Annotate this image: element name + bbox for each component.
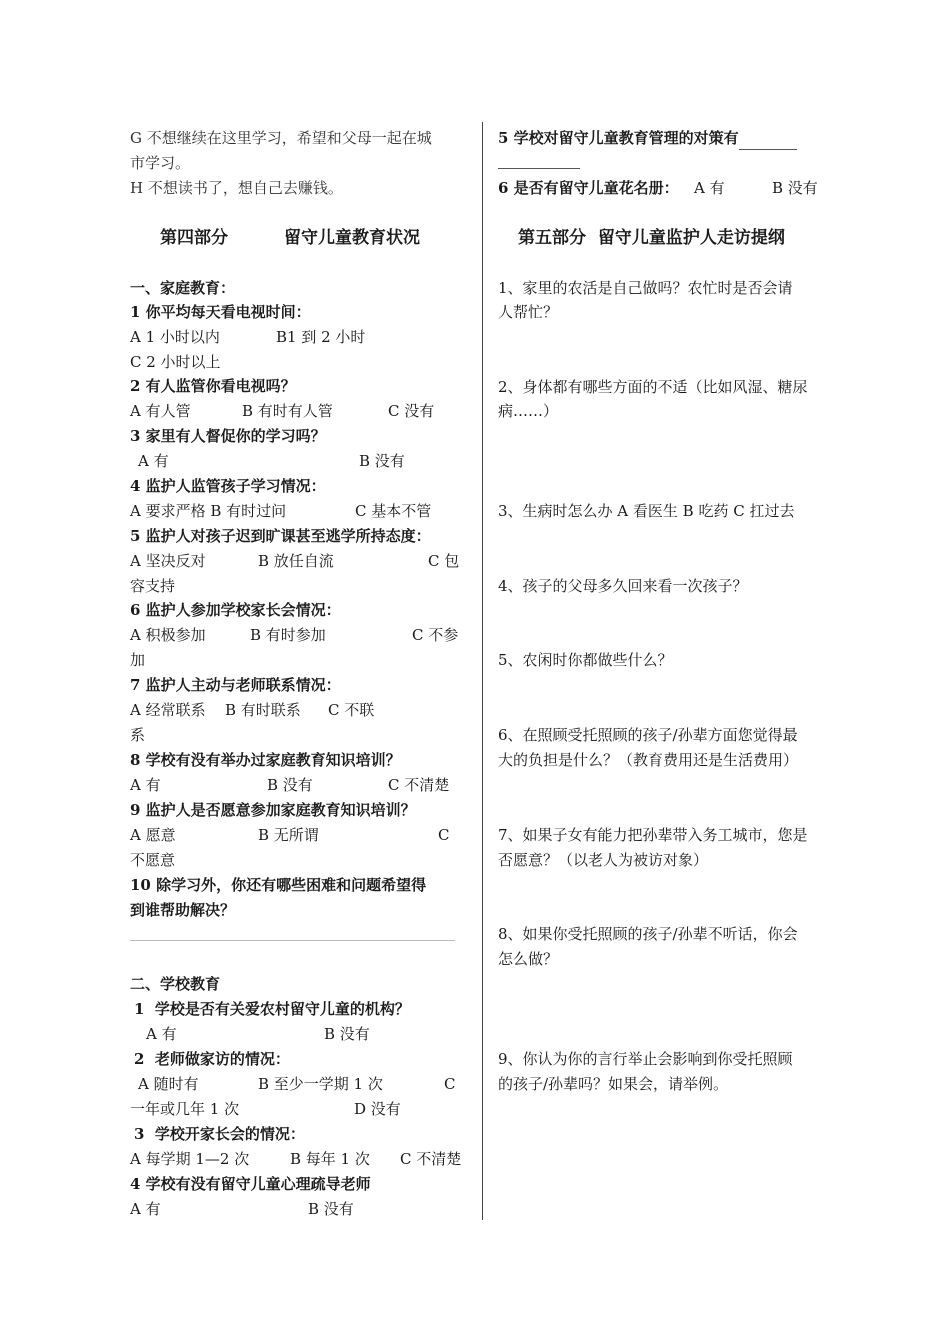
right-question-5	[498, 126, 797, 150]
q2-option-c: C 没有	[388, 402, 435, 420]
question-2: 2 有人监管你看电视吗？	[130, 377, 296, 395]
part5-title: 第五部分 留守儿童监护人走访提纲	[518, 228, 785, 248]
s2-option-c-cont: 一年或几年 1 次	[130, 1100, 240, 1118]
q8-option-c: C 不清楚	[388, 776, 450, 794]
question-8: 8 学校有没有举办过家庭教育知识培训？	[130, 751, 401, 769]
s1-option-b: B 没有	[324, 1025, 370, 1043]
q3-option-b: B 没有	[359, 452, 405, 470]
s3-option-c: C 不清楚	[400, 1150, 462, 1168]
school-question-4: 4 学校有没有留守儿童心理疏导老师	[130, 1175, 371, 1193]
question-9: 9 监护人是否愿意参加家庭教育知识培训？	[130, 801, 416, 819]
s2-option-d: D 没有	[354, 1100, 401, 1118]
visit-item-7-line1: 7、如果子女有能力把孙辈带入务工城市，您是	[498, 826, 808, 844]
r6-option-b: B 没有	[772, 179, 818, 197]
question-10-line1: 10 除学习外，你还有哪些困难和问题希望得	[130, 876, 427, 894]
question-5: 5 监护人对孩子迟到旷课甚至逃学所持态度：	[130, 527, 431, 545]
r6-option-a: A 有	[694, 179, 725, 197]
q5-option-c: C 包	[428, 552, 460, 570]
q1-option-a: A 1 小时以内	[130, 328, 220, 346]
q5-option-a: A 坚决反对	[130, 552, 206, 570]
visit-item-6-line1: 6、在照顾受托照顾的孩子/孙辈方面您觉得最	[498, 726, 798, 744]
q3-option-a: A 有	[138, 452, 169, 470]
school-question-1: 1 学校是否有关爱农村留守儿童的机构？	[134, 1000, 410, 1018]
column-divider	[482, 122, 483, 1220]
q6-option-c: C 不参	[412, 626, 459, 644]
visit-item-6-line2: 大的负担是什么？（教育费用还是生活费用）	[498, 751, 799, 769]
q7-option-c: C 不联	[328, 701, 375, 719]
school-question-3: 3 学校开家长会的情况：	[134, 1125, 305, 1143]
q7-option-c-cont: 系	[130, 726, 146, 744]
s2-option-c: C	[444, 1075, 456, 1093]
q9-option-b: B 无所谓	[258, 826, 319, 844]
q9-option-c-cont: 不愿意	[130, 851, 176, 869]
question-6: 6 监护人参加学校家长会情况：	[130, 601, 341, 619]
q4-option-ab: A 要求严格 B 有时过问	[130, 502, 287, 520]
s1-option-a: A 有	[146, 1025, 177, 1043]
part4-subtitle: 留守儿童教育状况	[284, 228, 420, 248]
question-3: 3 家里有人督促你的学习吗？	[130, 427, 326, 445]
q7-option-b: B 有时联系	[225, 701, 301, 719]
s2-option-b: B 至少一学期 1 次	[258, 1075, 383, 1093]
q8-option-b: B 没有	[267, 776, 313, 794]
q6-option-c-cont: 加	[130, 651, 146, 669]
s3-option-a: A 每学期 1—2 次	[130, 1150, 250, 1168]
q1-option-c: C 2 小时以上	[130, 353, 221, 371]
left-column	[130, 0, 470, 1344]
s2-option-a: A 随时有	[138, 1075, 199, 1093]
question-4: 4 监护人监管孩子学习情况：	[130, 477, 326, 495]
visit-item-1-line1: 1、家里的农活是自己做吗？农忙时是否会请	[498, 279, 793, 297]
visit-item-3: 3、生病时怎么办 A 看医生 B 吃药 C 扛过去	[498, 502, 795, 520]
visit-item-2-line1: 2、身体都有哪些方面的不适（比如风湿、糖尿	[498, 378, 808, 396]
school-heading: 二、学校教育	[130, 975, 221, 993]
answer-blank-cont	[498, 168, 580, 169]
intro-line-g1: G 不想继续在这里学习，希望和父母一起在城	[130, 129, 432, 147]
answer-blank	[739, 131, 797, 150]
q4-option-c: C 基本不管	[355, 502, 432, 520]
q5-option-b: B 放任自流	[258, 552, 334, 570]
q5-option-c-cont: 容支持	[130, 577, 176, 595]
s3-option-b: B 每年 1 次	[290, 1150, 370, 1168]
visit-item-2-line2: 病……）	[498, 402, 559, 420]
visit-item-7-line2: 否愿意？（以老人为被访对象）	[498, 851, 709, 869]
visit-item-1-line2: 人帮忙？	[498, 303, 559, 321]
question-1: 1 你平均每天看电视时间：	[130, 303, 311, 321]
question-7: 7 监护人主动与老师联系情况：	[130, 676, 341, 694]
school-question-2: 2 老师做家访的情况：	[134, 1050, 290, 1068]
q2-option-b: B 有时有人管	[242, 402, 333, 420]
q6-option-a: A 积极参加	[130, 626, 206, 644]
question-10-line2: 到谁帮助解决？	[130, 901, 236, 919]
part4-title: 第四部分	[160, 228, 228, 248]
visit-item-9-line2: 的孩子/孙辈吗？如果会，请举例。	[498, 1075, 729, 1093]
right-question-5-text: 5 学校对留守儿童教育管理的对策有	[498, 129, 739, 147]
q2-option-a: A 有人管	[130, 402, 191, 420]
family-heading: 一、家庭教育：	[130, 279, 236, 297]
visit-item-4: 4、孩子的父母多久回来看一次孩子？	[498, 577, 748, 595]
q9-option-a: A 愿意	[130, 826, 176, 844]
q1-option-b: B1 到 2 小时	[276, 328, 366, 346]
q7-option-a: A 经常联系	[130, 701, 206, 719]
intro-line-h: H 不想读书了，想自己去赚钱。	[130, 179, 343, 197]
visit-item-5: 5、农闲时你都做些什么？	[498, 651, 673, 669]
s4-option-a: A 有	[130, 1200, 161, 1218]
q6-option-b: B 有时参加	[250, 626, 326, 644]
s4-option-b: B 没有	[308, 1200, 354, 1218]
visit-item-8-line2: 怎么做？	[498, 950, 559, 968]
q9-option-c: C	[438, 826, 450, 844]
q8-option-a: A 有	[130, 776, 161, 794]
right-question-6: 6 是否有留守儿童花名册：	[498, 179, 679, 197]
visit-item-9-line1: 9、你认为你的言行举止会影响到你受托照顾	[498, 1050, 793, 1068]
answer-line	[130, 940, 455, 941]
intro-line-g2: 市学习。	[130, 154, 191, 172]
right-column	[498, 0, 843, 1344]
visit-item-8-line1: 8、如果你受托照顾的孩子/孙辈不听话，你会	[498, 925, 798, 943]
